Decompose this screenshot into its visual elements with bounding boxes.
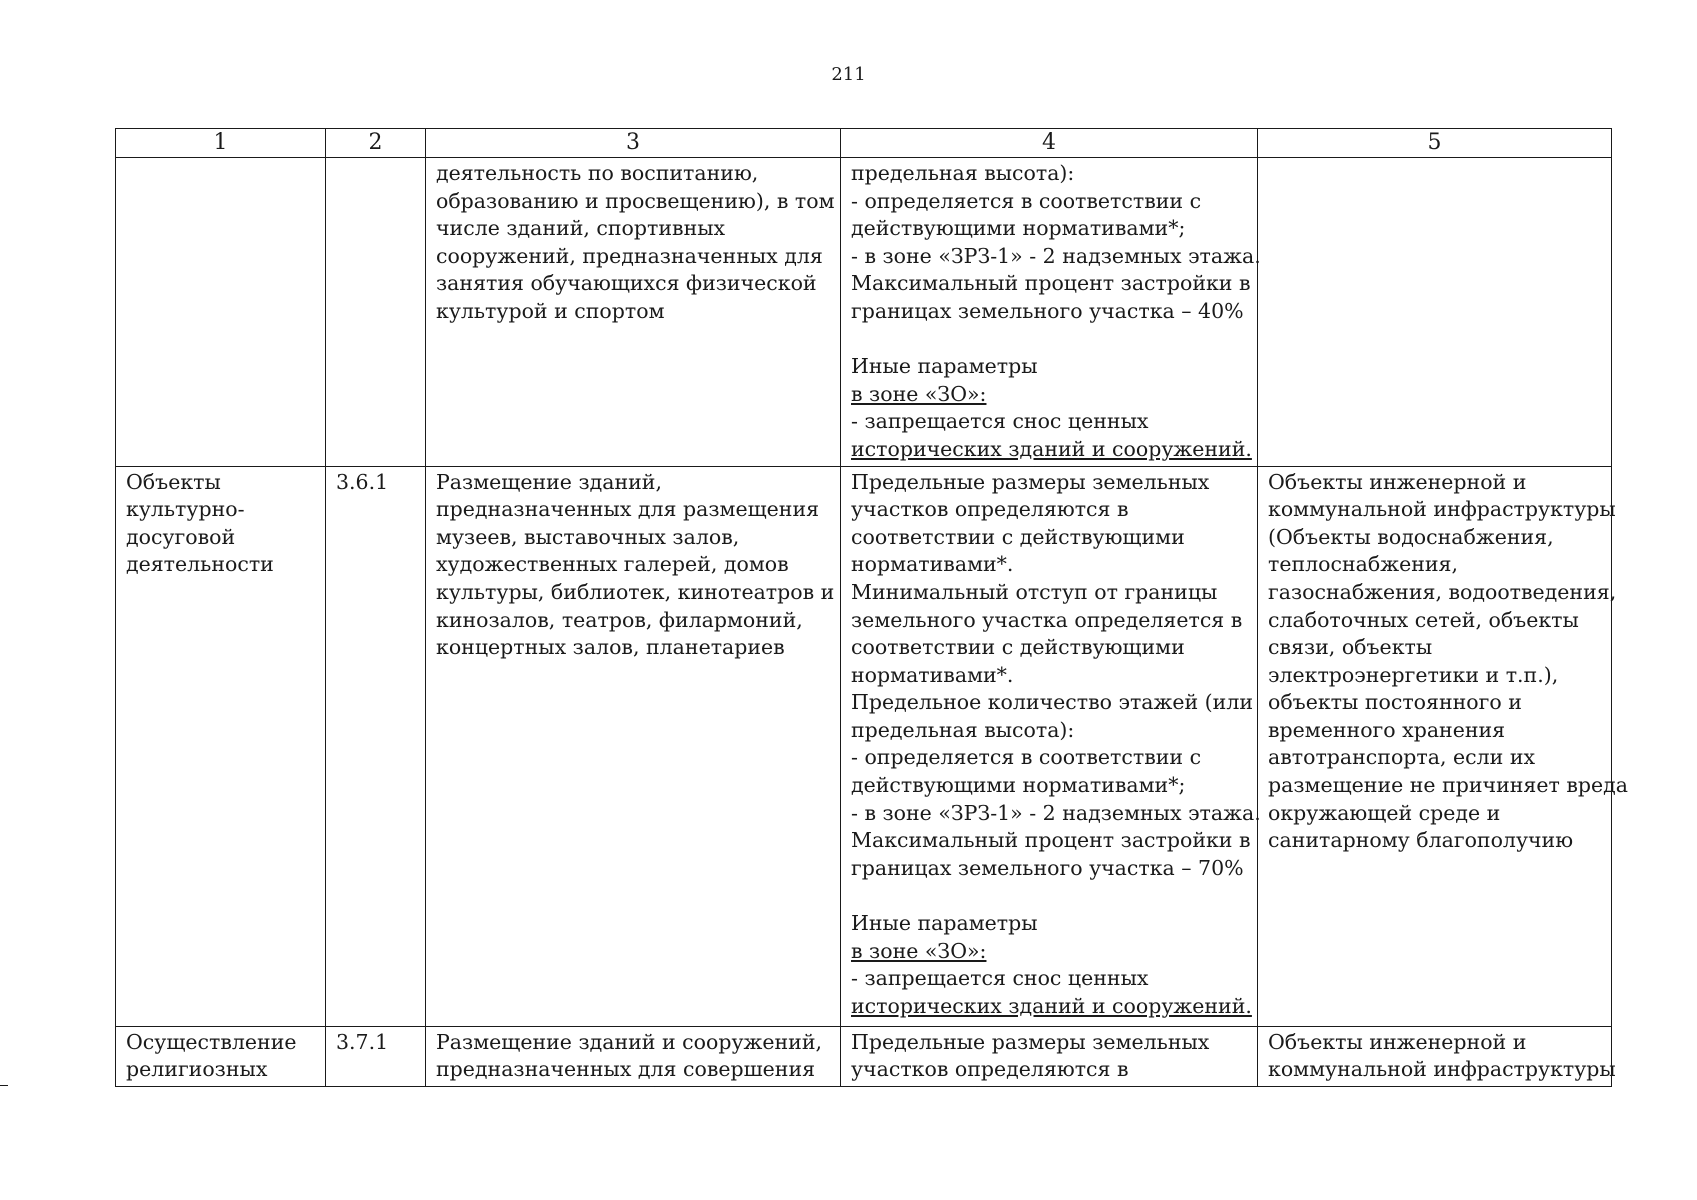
cell-auxiliary: Объекты инженерной и коммунальной инфраструктуры (Объекты водоснабжения, теплоснабжения, газоснабжения, водоотведения, слаботочных сетей, объекты связи, объекты электроэнергетики и т.п.), объекты постоянного и временного хранения автотранспорта, если их размещение не причиняет вреда окружающей среде и санитарному благополучию xyxy=(1258,466,1612,1026)
cell-description: деятельность по воспитанию, образованию и просвещению), в том числе зданий, спортивных сооружений, предназначенных для занятия обучающихся физической культурой и спортом xyxy=(426,158,841,467)
table-row xyxy=(116,1026,1612,1086)
cell-parameters: Предельные размеры земельных участков определяются в xyxy=(841,1026,1258,1086)
header-col-4: 4 xyxy=(841,129,1258,158)
header-row xyxy=(116,129,1612,158)
table-row xyxy=(116,158,1612,467)
cell-parameters: предельная высота): - определяется в соответствии с действующими нормативами*; - в зоне «ЗРЗ-1» - 2 надземных этажа. Максимальный процент застройки в границах земельного участка – 40% Иные параметры в зоне «ЗО»: - запрещается снос ценных исторических зданий и сооружений. xyxy=(841,158,1258,467)
zone-heading: в зоне «ЗО»: xyxy=(851,938,987,963)
cell-description: Размещение зданий и сооружений, предназначенных для совершения xyxy=(426,1026,841,1086)
header-col-1: 1 xyxy=(116,129,326,158)
cell-auxiliary xyxy=(1258,158,1612,467)
cell-code: 3.6.1 xyxy=(326,466,426,1026)
zoning-table xyxy=(115,128,1628,1087)
header-col-5: 5 xyxy=(1258,129,1612,158)
table-row xyxy=(116,466,1612,1026)
header-col-3: 3 xyxy=(426,129,841,158)
margin-mark xyxy=(0,1085,8,1086)
paragraph-gap xyxy=(851,882,1249,910)
cell-code: 3.7.1 xyxy=(326,1026,426,1086)
paragraph-gap xyxy=(851,326,1249,354)
cell-description: Размещение зданий, предназначенных для размещения музеев, выставочных залов, художественных галерей, домов культуры, библиотек, кинотеатров и кинозалов, театров, филармоний, концертных залов, планетариев xyxy=(426,466,841,1026)
cell-object-name: Объекты культурно- досуговой деятельности xyxy=(116,466,326,1026)
zone-heading: в зоне «ЗО»: xyxy=(851,381,987,406)
cell-code xyxy=(326,158,426,467)
cell-object-name xyxy=(116,158,326,467)
header-col-2: 2 xyxy=(326,129,426,158)
cell-auxiliary: Объекты инженерной и коммунальной инфраструктуры xyxy=(1258,1026,1612,1086)
cell-object-name: Осуществление религиозных xyxy=(116,1026,326,1086)
page-number: 211 xyxy=(831,64,866,85)
cell-parameters: Предельные размеры земельных участков определяются в соответствии с действующими нормативами*. Минимальный отступ от границы земельного участка определяется в соответствии с действующими нормативами*. Предельное количество этажей (или предельная высота): - определяется в соответствии с действующими нормативами*; - в зоне «ЗРЗ-1» - 2 надземных этажа. Максимальный процент застройки в границах земельного участка – 70% Иные параметры в зоне «ЗО»: - запрещается снос ценных исторических зданий и сооружений. xyxy=(841,466,1258,1026)
